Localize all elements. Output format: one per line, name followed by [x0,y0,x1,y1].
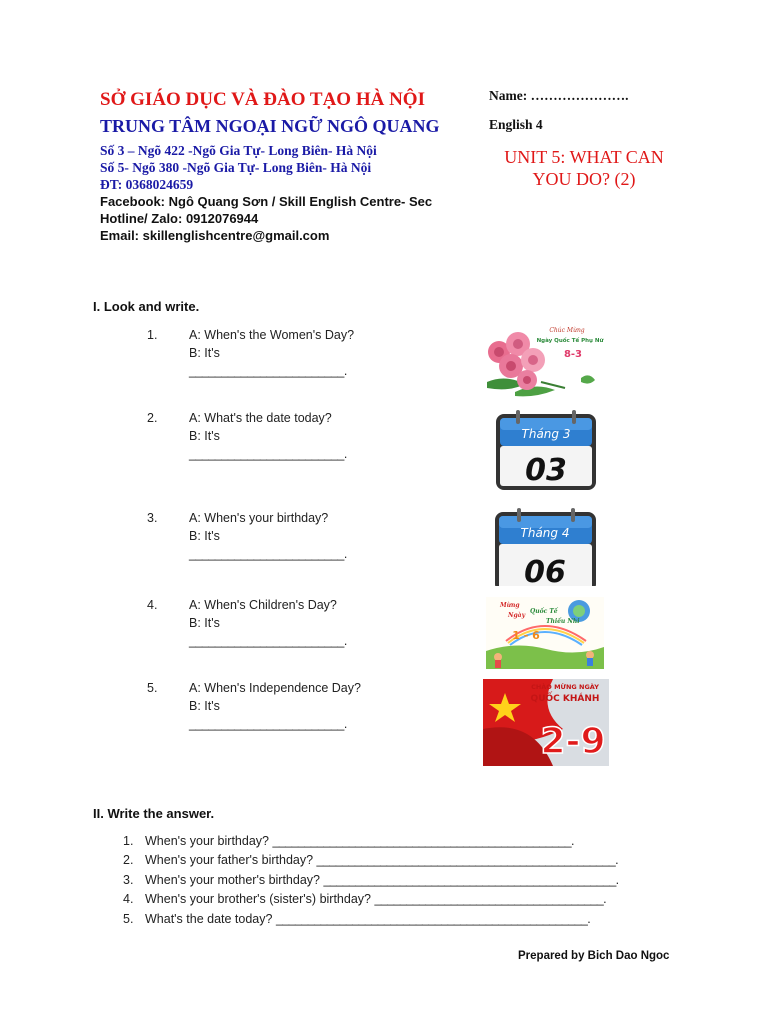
section-2-title: II. Write the answer. [93,806,215,821]
calendar-june-picture [491,508,600,586]
address-line-1: Số 3 – Ngõ 422 -Ngõ Gia Tự- Long Biên- Hà Nội [100,143,377,158]
answer-b: B: It's [189,429,220,443]
unit-title: UNIT 5: WHAT CAN YOU DO? (2) [504,147,664,189]
calendar-day-text: 06 [524,555,566,586]
roses-illustration [485,322,607,398]
write-answer-item-3 [123,873,619,887]
address-line-2: Số 5- Ngõ 380 -Ngõ Gia Tự- Long Biên- Hà Nội [100,160,372,175]
student-name-field: Name: …………………. [489,88,629,103]
facebook-line: Facebook: Ngô Quang Sơn / Skill English Centre- Sec [100,194,433,209]
grade-label: English 4 [489,117,543,132]
item-number: 1. [123,834,134,848]
question-text: When's your mother's birthday? [145,873,320,887]
answer-b: B: It's [189,529,220,543]
worksheet-info [489,88,729,190]
answer-blank: ____________________________________. [374,892,607,906]
calendar-month-text: Tháng 4 [520,526,570,540]
item-number: 5. [147,681,158,695]
question-a: A: When's your birthday? [189,511,329,525]
item-number: 2. [147,411,158,425]
answer-blank: _______________________________________________. [272,834,574,848]
answer-b: B: It's [189,616,220,630]
section-1-title: I. Look and write. [93,299,200,314]
childrens-day-picture [486,597,604,669]
question-text: When's your birthday? [145,834,269,848]
question-text: When's your brother's (sister's) birthday? [145,892,371,906]
pic-greeting-text: Chúc Mừng [549,327,585,334]
answer-b: B: It's [189,699,220,713]
pic-date-text: 2-9 [540,721,606,762]
answer-blank: ________________________. [189,634,347,648]
prepared-by: Prepared by Bich Dao Ngoc [518,950,670,962]
answer-blank: ________________________. [189,547,347,561]
pic-word-3: Quốc Tế [530,608,558,615]
hotline-line: Hotline/ Zalo: 0912076944 [100,211,259,226]
pic-word-1: Mừng [500,602,520,609]
pic-date-text: 8-3 [563,349,583,360]
question-a: A: What's the date today? [189,411,332,425]
answer-blank: ______________________________________________. [323,873,619,887]
answer-b: B: It's [189,346,220,360]
childrens-day-illustration [486,597,604,669]
answer-blank: ________________________. [189,364,347,378]
answer-blank: _________________________________________________. [275,912,591,926]
answer-blank: _______________________________________________. [316,853,618,867]
question-a: A: When's Children's Day? [189,598,337,612]
calendar-day-text: 03 [525,453,567,488]
pic-occasion-text: QUỐC KHÁNH [530,694,600,704]
question-text: What's the date today? [145,912,273,926]
question-text: When's your father's birthday? [145,853,314,867]
calendar-march-picture [492,410,600,492]
pic-greeting-text: CHÀO MỪNG NGÀY [531,683,599,691]
womens-day-picture [485,322,607,398]
item-number: 3. [123,873,134,887]
question-a: A: When's Independence Day? [189,681,361,695]
item-number: 4. [147,598,158,612]
question-a: A: When's the Women's Day? [189,328,355,342]
national-day-illustration [483,679,609,766]
centre-heading: TRUNG TÂM NGOẠI NGỮ NGÔ QUANG [100,116,440,136]
pic-date-text: 1 - 6 [512,629,540,642]
answer-blank: ________________________. [189,717,347,731]
write-answer-item-5 [123,912,590,926]
item-number: 3. [147,511,158,525]
centre-info [100,88,480,244]
calendar-month-text: Tháng 3 [521,427,571,441]
phone-line: ĐT: 0368024659 [100,177,194,192]
department-heading: SỞ GIÁO DỤC VÀ ĐÀO TẠO HÀ NỘI [100,89,425,110]
item-number: 4. [123,892,134,906]
pic-word-4: Thiếu Nhi [546,618,580,625]
pic-word-2: Ngày [508,612,526,619]
write-answer-item-2 [123,853,618,867]
calendar-icon [491,508,600,586]
pic-occasion-text: Ngày Quốc Tế Phụ Nữ [536,338,604,344]
item-number: 5. [123,912,134,926]
answer-blank: ________________________. [189,447,347,461]
calendar-icon [492,410,600,492]
email-line: Email: skillenglishcentre@gmail.com [100,228,330,243]
national-day-picture [483,679,609,766]
item-number: 1. [147,328,158,342]
write-answer-item-4 [123,892,606,906]
write-answer-item-1 [123,834,574,848]
item-number: 2. [123,853,134,867]
